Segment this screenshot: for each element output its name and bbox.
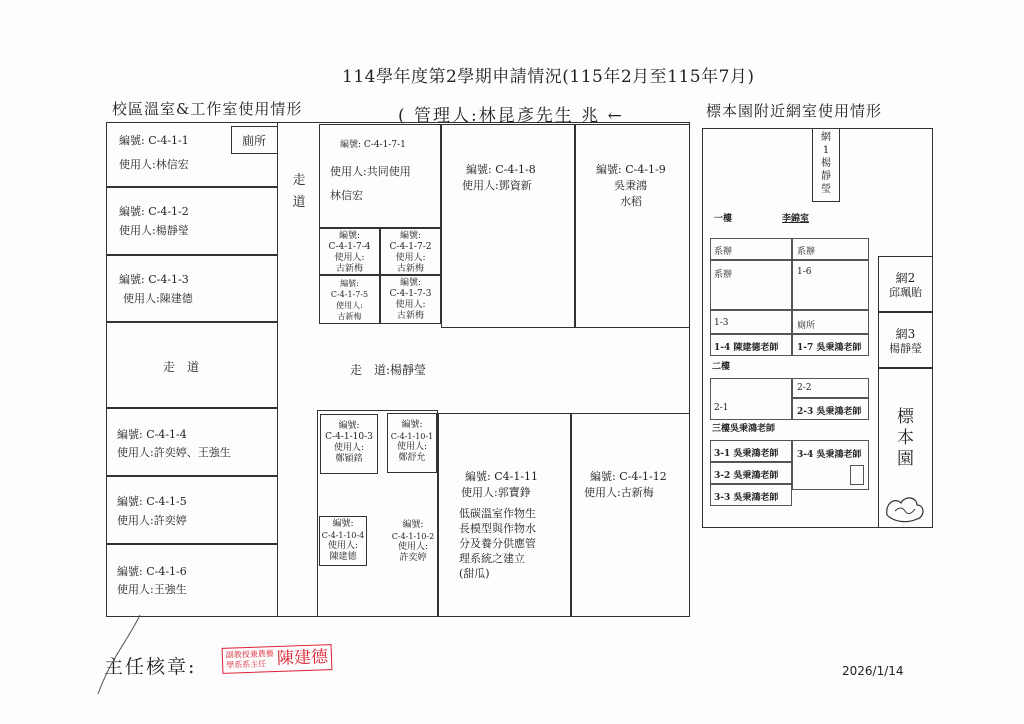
room-user: 使用人:許奕婷、王強生 (117, 446, 231, 459)
net1-char: 1 (822, 145, 830, 156)
room-user-label: 使用人: (396, 442, 428, 452)
room-user: 使用人:林信宏 (119, 158, 189, 171)
room-user-label: 使用人: (395, 300, 426, 310)
net1-char: 瑩 (821, 184, 831, 195)
room-c-4-1-8 (441, 124, 575, 328)
room-c-4-1-2 (106, 187, 278, 255)
cell-label: 2-2 (797, 383, 812, 393)
cell-1-6 (792, 260, 869, 310)
cell-3-3 (710, 484, 792, 506)
room-c-4-1-9 (575, 124, 690, 328)
cell-1-3 (710, 310, 792, 334)
stamp-title-line: 學系系主任 (226, 659, 267, 670)
net1-char: 楊 (821, 158, 831, 169)
cell-label: 廁所 (797, 321, 816, 331)
cell-3-4 (792, 440, 869, 490)
room-user: 使用人:許奕婷 (117, 514, 187, 527)
room-id-label: 編號: (402, 520, 424, 530)
room-c-4-1-11 (438, 413, 571, 617)
room-c-4-1-10-4 (319, 516, 367, 566)
project-line: 分及養分供應管 (459, 537, 536, 550)
room-id-label: 編號: (340, 279, 359, 288)
cell-office-3 (710, 260, 792, 310)
room-user: 鄭舒允 (398, 453, 426, 463)
left-section-header: 校區溫室&工作室使用情形 (112, 100, 303, 118)
specimen-garden (878, 368, 933, 528)
cell-3-2 (710, 462, 792, 484)
corridor-middle-label: 走 道:楊靜瑩 (350, 363, 427, 377)
room-user: 古新梅 (335, 264, 363, 274)
room-c-4-1-7-5 (319, 275, 380, 324)
room-c-4-1-7-1 (319, 124, 441, 228)
room-user-label: 使用人: (333, 443, 365, 453)
cell-label: 2-3 吳秉鴻老師 (797, 407, 862, 417)
room-id: 編號: C-4-1-12 (590, 470, 667, 483)
room-user: 吳秉鴻 (614, 179, 647, 192)
room-id-label: 編號: (399, 278, 422, 288)
room-user-label: 使用人: (336, 301, 363, 310)
signature-scribble (80, 610, 160, 700)
room-user: 使用人:共同使用 (330, 165, 411, 178)
floor-2-label: 二樓 (712, 362, 731, 372)
room-c-4-1-10-1 (387, 413, 437, 473)
net2-user: 邱珮貽 (889, 286, 922, 299)
room-c-4-1-4 (106, 408, 278, 476)
room-id: C-4-1-10-4 (321, 531, 365, 540)
page-title: 114學年度第2學期申請情況(115年2月至115年7月) (342, 67, 755, 87)
cell-office-1 (710, 238, 792, 260)
room-id: 編號: C-4-1-3 (119, 273, 189, 286)
right-section-header: 標本園附近網室使用情形 (706, 102, 883, 120)
door-icon (850, 465, 864, 485)
floor-1-room-name: 李錦室 (782, 214, 810, 224)
director-sign-label: 主任核章: (104, 656, 197, 678)
room-c-4-1-5 (106, 476, 278, 544)
director-stamp (222, 644, 333, 674)
room-id-label: 編號: (332, 519, 354, 529)
net-room-2 (878, 256, 933, 312)
corridor-left (106, 322, 278, 408)
cell-label: 1-7 吳秉鴻老師 (797, 343, 862, 353)
room-user-label: 使用人: (397, 542, 429, 552)
room-id: 編號: C-4-1-7-1 (340, 140, 406, 150)
toilet (231, 126, 278, 154)
net2-label: 網2 (895, 271, 916, 285)
room-c-4-1-12 (571, 413, 690, 617)
room-id: 編號: C-4-1-8 (466, 163, 536, 176)
room-id: C-4-1-7-2 (389, 242, 432, 252)
cell-label: 系辦 (714, 247, 733, 257)
garden-char: 園 (897, 449, 914, 469)
room-user: 陳建德 (329, 552, 357, 562)
room-user: 使用人:郭寶錚 (461, 486, 531, 499)
net3-user: 楊靜瑩 (889, 342, 922, 355)
room-id: C-4-1-10-3 (325, 432, 373, 442)
room-id: 編號: C-4-1-1 (119, 134, 189, 147)
room-id: 編號: C-4-1-4 (117, 428, 187, 441)
floor-1-label: 一樓 (714, 214, 733, 224)
cell-label: 系辦 (797, 247, 816, 257)
room-user-label: 使用人: (395, 253, 426, 263)
stamp-name: 陳建德 (276, 647, 329, 669)
room-user: 古新梅 (396, 264, 424, 274)
room-user: 使用人:鄧資新 (462, 179, 532, 192)
room-user: 許奕婷 (399, 553, 427, 563)
room-id: 編號: C-4-1-9 (596, 163, 666, 176)
net-room-1 (812, 128, 840, 202)
room-id: C-4-1-7-3 (389, 289, 432, 299)
cell-label: 1-6 (797, 267, 812, 277)
cell-label: 3-1 吳秉鴻老師 (714, 449, 779, 459)
manager-label: ( 管理人:林昆彥先生 兆 ← (398, 106, 624, 126)
net1-char: 靜 (821, 171, 831, 182)
room-id-label: 編號: (399, 231, 422, 241)
room-user-label: 使用人: (327, 541, 359, 551)
room-user-2: 林信宏 (330, 189, 363, 202)
room-id-label: 編號: (338, 231, 361, 241)
cell-label: 2-1 (714, 403, 729, 413)
room-user-label: 使用人: (334, 253, 365, 263)
cell-label: 3-3 吳秉鴻老師 (714, 493, 779, 503)
cell-2-2 (792, 378, 869, 398)
garden-char: 本 (897, 428, 914, 448)
room-id: 編號: C-4-1-5 (117, 495, 187, 508)
room-c-4-1-7-2 (380, 228, 441, 275)
room-c-4-1-3 (106, 255, 278, 322)
room-c-4-1-10-2 (384, 520, 442, 564)
room-user: 鄭穎銘 (335, 454, 363, 464)
corridor-vertical-label: 走道 (292, 173, 306, 210)
room-id: C-4-1-10-1 (390, 432, 434, 441)
garden-char: 標 (897, 407, 914, 427)
cell-label: 系辦 (714, 270, 733, 280)
project-line: 低碳溫室作物生 (459, 507, 536, 520)
cell-2-3 (792, 398, 869, 420)
room-id: 編號: C4-1-11 (465, 470, 539, 483)
room-user: 使用人:古新梅 (584, 486, 654, 499)
project-line: (甜瓜) (459, 567, 490, 580)
cell-label: 1-4 陳建德老師 (714, 343, 779, 353)
net3-label: 網3 (895, 327, 916, 341)
net-room-3 (878, 312, 933, 368)
room-id: C-4-1-7-5 (330, 290, 369, 299)
cell-label: 3-2 吳秉鴻老師 (714, 471, 779, 481)
plant-sketch-icon (881, 491, 929, 525)
cell-office-2 (792, 238, 869, 260)
room-c-4-1-6 (106, 544, 278, 617)
net1-char: 網 (821, 132, 831, 143)
toilet-label: 廁所 (242, 134, 267, 148)
cell-toilet (792, 310, 869, 334)
cell-1-7 (792, 334, 869, 356)
room-id: 編號: C-4-1-2 (119, 205, 189, 218)
stamp-title-line: 副教授兼農藝 (225, 649, 274, 660)
cell-3-1 (710, 440, 792, 462)
corridor-label: 走 道 (163, 360, 200, 374)
room-user: 使用人:陳建德 (123, 292, 193, 305)
cell-1-4 (710, 334, 792, 356)
room-c-4-1-7-4 (319, 228, 380, 275)
floor-3-label: 三樓吳秉鴻老師 (712, 424, 776, 434)
cell-label: 3-4 吳秉鴻老師 (797, 450, 862, 460)
room-id: C-4-1-7-4 (328, 242, 371, 252)
room-crop: 水稻 (620, 195, 642, 208)
room-user: 古新梅 (396, 311, 424, 321)
cell-label: 1-3 (714, 318, 729, 328)
room-c-4-1-7-3 (380, 275, 441, 324)
room-id: C-4-1-10-2 (391, 532, 435, 541)
room-id: 編號: C-4-1-6 (117, 565, 187, 578)
project-line: 理系統之建立 (459, 552, 525, 565)
room-id-label: 編號: (338, 421, 360, 431)
room-user: 使用人:楊靜瑩 (119, 224, 189, 237)
room-project (459, 506, 536, 581)
room-id-label: 編號: (401, 420, 423, 430)
room-c-4-1-10-3 (320, 414, 378, 474)
document-date: 2026/1/14 (842, 664, 904, 678)
room-user: 使用人:王強生 (117, 583, 187, 596)
room-user: 古新梅 (337, 312, 362, 321)
cell-2-1 (710, 378, 792, 420)
stamp-title (226, 649, 275, 671)
project-line: 長模型與作物水 (459, 522, 536, 535)
